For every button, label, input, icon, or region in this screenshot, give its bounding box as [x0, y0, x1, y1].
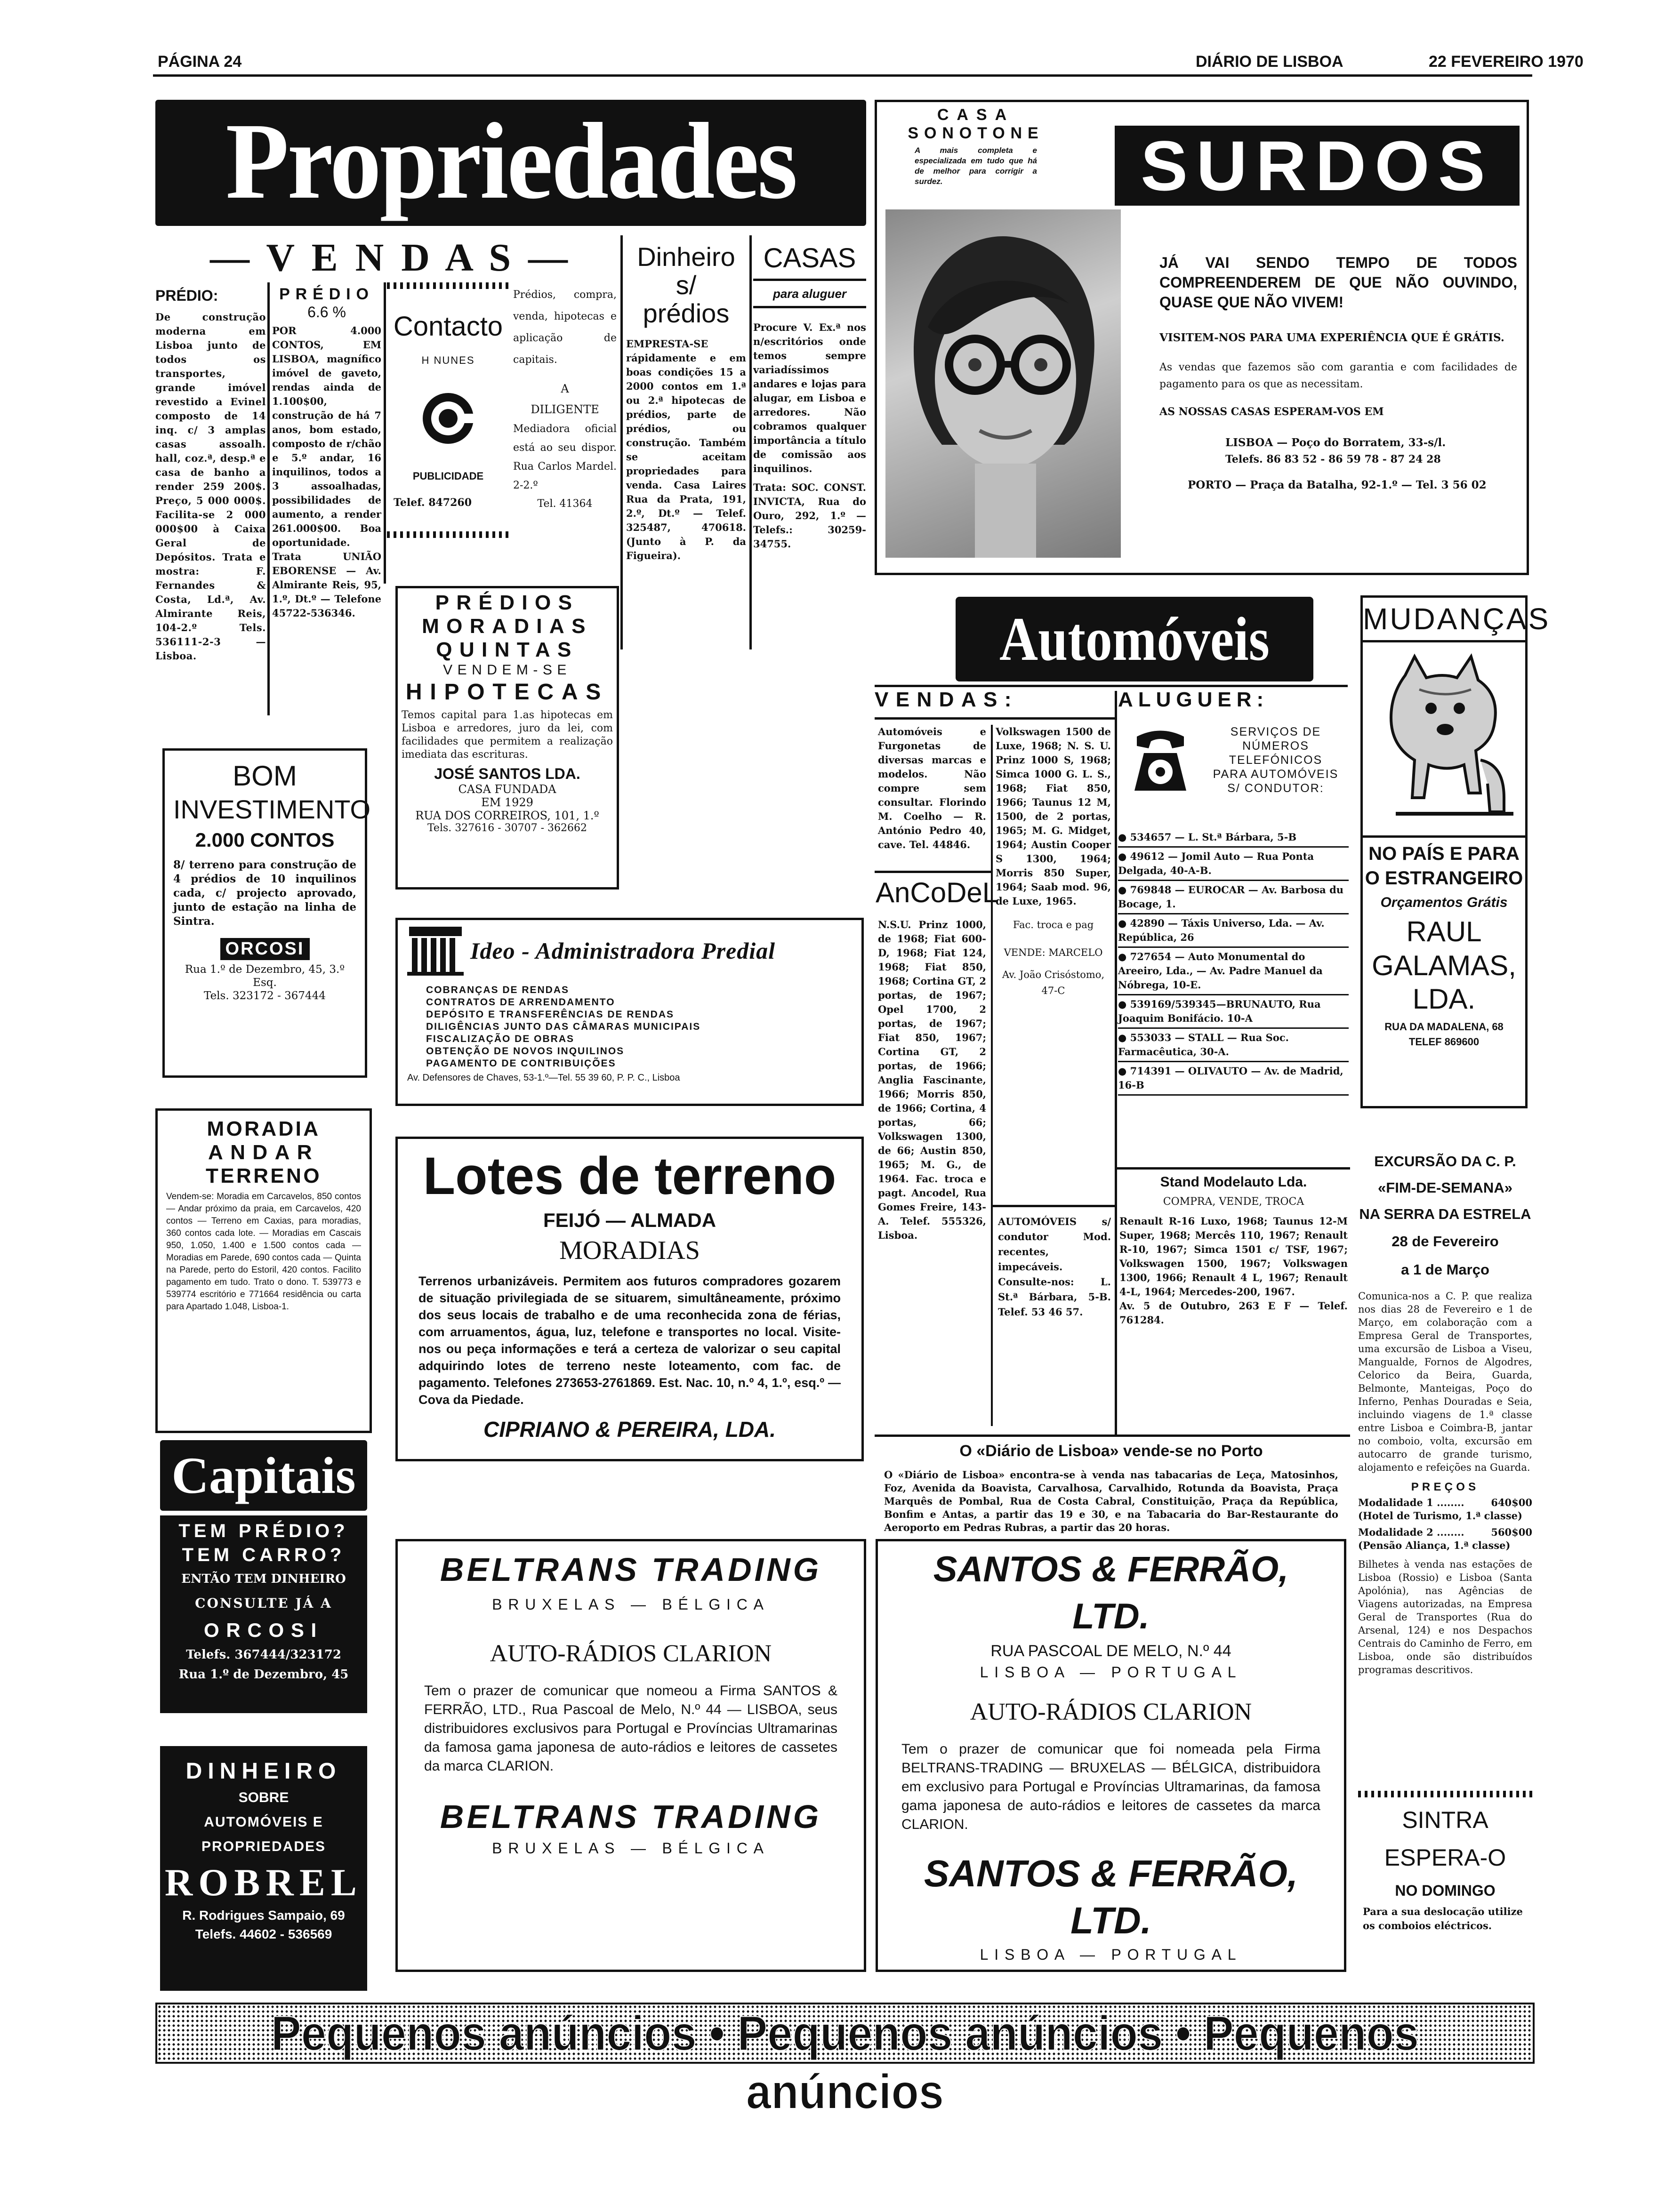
ancodel-title: AnCoDeL [876, 877, 998, 908]
hipotecas-year: EM 1929 [481, 796, 533, 809]
ideo-service-item: CONTRATOS DE ARRENDAMENTO [426, 997, 615, 1008]
divider [749, 235, 752, 649]
robrel-line-5: ROBREL [164, 1861, 363, 1904]
excursao-mod-2-price: 560$00 [1491, 1526, 1532, 1538]
beltrans-clarion: AUTO-RÁDIOS CLARION [490, 1640, 772, 1667]
capitais-line-7: Rua 1.º de Dezembro, 45 [178, 1667, 349, 1682]
excursao-line-4: 28 de Fevereiro [1392, 1233, 1499, 1250]
capitais-line-2: TEM CARRO? [182, 1545, 346, 1565]
vendas-heading: — V E N D A S — [209, 236, 572, 280]
beltrans-title-2: BELTRANS TRADING [440, 1798, 822, 1835]
sintra-line-1: SINTRA ESPERA-O [1384, 1807, 1506, 1871]
surdos-para-3: AS NOSSAS CASAS ESPERAM-VOS EM [1159, 406, 1384, 418]
casas-text: Procure V. Ex.ª nos n/escritórios onde temos sempre variadíssimos andares e lojas para alugar, em Lisboa e arredores. Não cobramos qualquer importância a título de comissão aos inquilinos. [753, 321, 866, 474]
capitais-line-3: ENTÃO TEM DINHEIRO [181, 1572, 346, 1586]
excursao-line-1: EXCURSÃO DA C. P. [1374, 1153, 1516, 1170]
aluguer-item: ● 539169/539345—BRUNAUTO, Rua Joaquim Bonifácio. 10-A [1118, 995, 1349, 1029]
dog-illustration-icon [1363, 642, 1525, 835]
beltrans-title: BELTRANS TRADING [440, 1551, 822, 1588]
auto-vendas-heading: VENDAS: [875, 688, 1019, 711]
mudancas-line-6: RUA DA MADALENA, 68 [1384, 1021, 1504, 1033]
ideo-address: Av. Defensores de Chaves, 53-1.º—Tel. 55 39 60, P. P. C., Lisboa [407, 1073, 680, 1083]
issue-date: 22 FEVEREIRO 1970 [1429, 53, 1584, 71]
dinheiro-ad [626, 243, 746, 657]
santos-ferrao-ad [876, 1539, 1346, 1972]
mudancas-line-7: TELEF 869600 [1408, 1036, 1480, 1048]
capitais-ad [160, 1515, 367, 1713]
robrel-line-2: SOBRE [238, 1790, 289, 1805]
capitais-line-5: ORCOSI [204, 1619, 323, 1641]
ideo-services-list [426, 984, 852, 1070]
mudancas-line-2: O ESTRANGEIRO [1365, 868, 1523, 889]
excursao-mod-1-note: (Hotel de Turismo, 1.ª classe) [1358, 1510, 1522, 1522]
sonotone-line-1: CASA [937, 106, 1015, 124]
auto-col-1: Automóveis e Furgonetas de diversas marcas e modelos. Não compre sem consultar. Florindo M. Coelho — R. António Pedro 40, cave. Tel. 44846. [878, 726, 986, 850]
sintra-ad [1358, 1791, 1532, 1974]
excursao-line-5: a 1 de Março [1401, 1261, 1489, 1278]
excursao-mod-1 [1358, 1497, 1532, 1508]
lotes-text: Terrenos urbanizáveis. Permitem aos futuros compradores gozarem de situação privilegiada de se situarem, simultâneamente, próximo dos seus locais de trabalho e de uma reconhecida zona de férias, com arruamentos, água, luz, telefone e transportes no local. Visite-nos ou peça informações e terá a certeza de valorizar o seu capital adquirindo lotes de terreno neste loteamento, com fac. de pagamento. Telefones 273653-2761869. Est. Nac. 10, n.º 4, 1.º, esq.º — Cova da Piedade. [418, 1274, 841, 1407]
divider [384, 282, 386, 584]
auto-col-4-rule [992, 1205, 1115, 1207]
casas-ad [753, 243, 866, 657]
moradia-line-1: MORADIA [207, 1117, 321, 1140]
capitais-line-4: CONSULTE JÁ A [195, 1595, 332, 1611]
aluguer-item: ● 42890 — Táxis Universo, Lda. — Av. República, 26 [1118, 914, 1349, 948]
moradia-line-2: ANDAR [208, 1141, 319, 1164]
excursao-precos: PREÇOS [1411, 1481, 1480, 1493]
surdos-para-1: VISITEM-NOS PARA UMA EXPERIÊNCIA QUE É GRÁTIS. [1159, 331, 1504, 344]
excursao-tail: Bilhetes à venda nas estações de Lisboa (Rossio) e Lisboa (Santa Apolónia), nas Agências de Viagens autorizadas, na Empresa Geral de Transportes (Rua do Arsenal, 124) e nos Despachos Centrais do Caminho de Ferro, em Lisboa, onde são distribuídos programas descritivos. [1358, 1559, 1532, 1675]
aluguer-item: ● 714391 — OLIVAUTO — Av. de Madrid, 16-B [1118, 1062, 1349, 1096]
excursao-mod-2-note: (Pensão Aliança, 1.ª classe) [1358, 1539, 1511, 1551]
excursao-mod-1-label: Modalidade 1 ........ [1358, 1497, 1464, 1508]
woman-with-glasses-icon [885, 209, 1121, 558]
contacto-logo-icon [420, 390, 476, 447]
newspaper-name: DIÁRIO DE LISBOA [1196, 53, 1343, 71]
hipotecas-line-4: VENDEM-SE [443, 662, 571, 678]
bom-text: 8/ terreno para construção de 4 prédios de 10 inquilinos cada, c/ projecto aprovado, junto de estação na linha de Sintra. [173, 858, 356, 928]
auto-col-2-fac: Fac. troca e pag [1013, 919, 1094, 930]
hipotecas-line-2: MORADIAS [422, 615, 593, 638]
aluguer-item: ● 727654 — Auto Monumental do Areeiro, Lda., — Av. Padre Manuel da Nóbrega, 10-E. [1118, 948, 1349, 995]
hipotecas-text: Temos capital para 1.as hipotecas em Lisboa e arredores, juro da lei, com facilidades que permitem a realização imediata das escrituras. [402, 709, 613, 761]
sintra-line-3: Para a sua deslocação utilize os comboios eléctricos. [1363, 1906, 1523, 1931]
stand-rule [1115, 1167, 1350, 1170]
porto-notice [875, 1440, 1348, 1533]
divider [267, 282, 270, 715]
robrel-line-6: R. Rodrigues Sampaio, 69 [182, 1908, 345, 1923]
woman-photo [885, 209, 1121, 558]
surdos-porto: PORTO — Praça da Batalha, 92-1.º — Tel. 3 56 02 [1188, 479, 1487, 491]
aluguer-list [1118, 828, 1349, 1096]
lotes-subtitle: MORADIAS [559, 1236, 700, 1265]
pequenos-anuncios-text: Pequenos anúncios • Pequenos anúncios • Pequenos anúncios [271, 2006, 1419, 2119]
predio-ad-1 [155, 287, 266, 711]
contacto-name: H NUNES [421, 354, 475, 366]
santos-title-2: SANTOS & FERRÃO, LTD. [924, 1852, 1298, 1941]
excursao-mod-2 [1358, 1526, 1532, 1538]
excursao-line-2: «FIM-DE-SEMANA» [1378, 1179, 1512, 1196]
divider [620, 235, 623, 649]
propriedades-banner [155, 100, 866, 226]
hipotecas-line-3: QUINTAS [436, 638, 579, 661]
beltrans-text: Tem o prazer de comunicar que nomeou a Firma SANTOS & FERRÃO, LTD., Rua Pascoal de Melo, N.º 44 — LISBOA, seus distribuidores exclusivos para Portugal e Províncias Ultramarinas da famosa gama japonesa de auto-rádios e leitores de cassetes da marca CLARION. [424, 1683, 837, 1774]
capitais-line-1: TEM PRÉDIO? [178, 1521, 349, 1541]
predios-compra-agency: A DILIGENTE [531, 382, 599, 416]
mudancas-body [1363, 835, 1525, 1050]
hipotecas-line-1: PRÉDIOS [435, 591, 579, 614]
page-number: PÁGINA 24 [158, 53, 242, 71]
sonotone-text: A mais completa e especializada em tudo que há de melhor para corrigir a surdez. [915, 146, 1037, 186]
bom-line-1: BOM [233, 760, 297, 792]
santos-city-2: LISBOA — PORTUGAL [980, 1946, 1242, 1963]
santos-address: RUA PASCOAL DE MELO, N.º 44 [990, 1642, 1231, 1660]
predio-2-text: POR 4.000 CONTOS, EM LISBOA, magnífico imóvel de gaveto, rendas ainda de 1.100$00, construção de há 7 anos, bom estado, composto de r/chão e 5.º andar, 16 inquilinos, todos a 3 assoalhadas, possibilidades de aumento, a render 261.000$00. Boa oportunidade. Trata UNIÃO EBORENSE — Av. Almirante Reis, 95, 1.º, Dt.º — Telefone 45722-536346. [272, 325, 381, 619]
contacto-title: Contacto [393, 311, 503, 342]
porto-rule [875, 1435, 1350, 1437]
surdos-text [1159, 253, 1517, 573]
stand-title: Stand Modelauto Lda. [1160, 1174, 1307, 1190]
auto-col-4: AUTOMÓVEIS s/ condutor Mod. recentes, impecáveis. Consulte-nos: L. St.ª Bárbara, 5-B. Telef. 53 46 57. [998, 1216, 1111, 1318]
dinheiro-text: EMPRESTA-SE rápidamente e em boas condições 15 a 2000 contos em 1.ª ou 2.ª hipotecas de prédios, parte de prédios, ou construção. Também se aceitam propriedades para venda. Casa Laires Rua da Prata, 191, 2.º, Dt.º — Telef. 325487, 470618. (Junto à P. da Figueira). [626, 338, 746, 561]
ideo-service-item: COBRANÇAS DE RENDAS [426, 985, 570, 995]
surdos-title: SURDOS [1141, 126, 1494, 205]
predios-compra-text-2: Mediadora oficial está ao seu dispor. Rua Carlos Mardel. 2-2.º [513, 423, 617, 491]
excursao-line-3: NA SERRA DA ESTRELA [1359, 1206, 1531, 1222]
robrel-line-3: AUTOMÓVEIS E [204, 1814, 323, 1830]
casas-trata: Trata: SOC. CONST. INVICTA, Rua do Ouro, 292, 1.º — Telefs.: 30259-34755. [753, 481, 866, 550]
santos-city: LISBOA — PORTUGAL [980, 1664, 1242, 1681]
predios-compra-text: Prédios, compra, venda, hipotecas e aplicação de capitais. [513, 289, 617, 366]
ideo-service-item: OBTENÇÃO DE NOVOS INQUILINOS [426, 1046, 625, 1057]
robrel-ad [160, 1746, 367, 1991]
auto-col-2-vende: VENDE: MARCELO [1004, 947, 1103, 958]
bom-investimento-ad [162, 748, 371, 1078]
surdos-para-2: As vendas que fazemos são com garantia e com facilidades de pagamento para os que as necessitam. [1159, 361, 1517, 390]
hipotecas-tel: Tels. 327616 - 30707 - 362662 [427, 822, 587, 834]
predios-compra-tel: Tel. 41364 [537, 498, 593, 510]
predio-2-percent: 6.6 % [307, 304, 346, 321]
header-rule [153, 74, 1532, 77]
robrel-line-1: DINHEIRO [185, 1759, 342, 1784]
sonotone-header [905, 106, 1046, 209]
hipotecas-address: RUA DOS CORREIROS, 101, 1.º [415, 809, 599, 822]
hipotecas-ad [395, 586, 619, 890]
auto-col-2-addr: Av. João Crisóstomo, 47-C [1002, 969, 1105, 996]
moradia-text: Vendem-se: Moradia em Carcavelos, 850 contos — Andar próximo da praia, em Carcavelos, 420 contos — Terreno em Caxias, para moradias, 360 contos cada lote. — Moradias em Cascais 950, 1.050, 1.400 e 1.500 contos cada — Moradias em Parede, 690 contos cada — Quinta na Parede, perto do Estoril, 420 contos. Facilito pagamento em tudo. Trato o dono. T. 539773 e 539774 escritório e 771664 residência ou carta para Apartado 1.048, Lisboa-1. [166, 1192, 361, 1312]
ideo-header [407, 925, 852, 977]
auto-top-rule [875, 685, 1348, 687]
ideo-service-item: DEPÓSITO E TRANSFERÊNCIAS DE RENDAS [426, 1009, 675, 1020]
beltrans-ad [395, 1539, 866, 1972]
bom-address: Rua 1.º de Dezembro, 45, 3.º Esq. [185, 963, 345, 989]
auto-col-divider [991, 725, 993, 1426]
capitais-line-6: Telefs. 367444/323172 [186, 1648, 341, 1662]
auto-col-2-wrap [996, 725, 1111, 999]
santos-title: SANTOS & FERRÃO, LTD. [933, 1549, 1289, 1636]
stand-subtitle: COMPRA, VENDE, TROCA [1163, 1196, 1304, 1208]
sintra-line-2: NO DOMINGO [1395, 1882, 1496, 1899]
lotes-title: Lotes de terreno [423, 1146, 837, 1205]
contacto-tel: Telef. 847260 [394, 497, 472, 509]
bom-line-2: INVESTIMENTO [173, 794, 371, 824]
santos-text: Tem o prazer de comunicar que foi nomeada pela Firma BELTRANS-TRADING — BRUXELAS — BÉLGICA, distribuidora em exclusivo para Portugal e Províncias Ultramarinas, da famosa gama japonesa de auto-rádios e leitores de cassetes da marca CLARION. [901, 1741, 1320, 1832]
auto-aluguer-heading: ALUGUER: [1118, 688, 1269, 711]
hipotecas-firm: JOSÉ SANTOS LDA. [434, 765, 580, 782]
capitais-banner [160, 1440, 367, 1511]
lotes-place: FEIJÓ — ALMADA [543, 1209, 716, 1231]
surdos-headline: JÁ VAI SENDO TEMPO DE TODOS COMPREENDEREM DE QUE NÃO OUVINDO, QUASE QUE NÃO VIVEM! [1159, 254, 1517, 311]
ideo-service-item: DILIGÊNCIAS JUNTO DAS CÂMARAS MUNICIPAIS [426, 1021, 701, 1032]
automoveis-title: Automóveis [999, 604, 1270, 673]
sonotone-line-2: SONOTONE [908, 124, 1044, 142]
wave-border [1358, 1791, 1532, 1797]
automoveis-banner [956, 597, 1313, 681]
aluguer-item: ● 769848 — EUROCAR — Av. Barbosa du Bocage, 1. [1118, 881, 1349, 914]
moradia-line-3: TERRENO [206, 1164, 322, 1187]
mudancas-line-4: RAUL GALAMAS, [1372, 916, 1516, 981]
predio-ad-2 [272, 285, 381, 718]
auto-col-2: Volkswagen 1500 de Luxe, 1968; N. S. U. Prinz 1000 S, 1968; Simca 1000 G. L. S., 1968; Fiat 850, 1966; Taunus 12 M, 1500, de 2 portas, 1965; M. G. Midget, 1964; Austin Cooper S 1300, 1964; Morris 850 Super, 1964; Saab mod. 96, de Luxe, 1965. [996, 726, 1111, 907]
stand-address: Av. 5 de Outubro, 263 E F — Telef. 761284. [1119, 1300, 1348, 1326]
predio-1-text: De construção moderna em Lisboa junto de todos os transportes, grande imóvel revestido a Evinel composto de 14 inq. c/ 3 amplas casas assoalh. hall, coz.ª, desp.ª e casa de banho a render 259 200$. Preço, 5 000 000$. Facilita-se 2 000 000$00 à Caixa Geral de Depósitos. Trata e mostra: F. Fernandes & Costa, Ld.ª, Av. Almirante Reis, 104-2.º Tels. 536111-2-3 — Lisboa. [155, 311, 266, 662]
aluguer-item: ● 534657 — L. St.ª Bárbara, 5-B [1118, 828, 1349, 848]
moradia-ad [155, 1108, 372, 1433]
propriedades-title: Propriedades [225, 101, 796, 222]
contacto-ad [387, 282, 509, 574]
dinheiro-title: Dinheiro s/ prédios [637, 242, 735, 328]
bom-brand: ORCOSI [220, 938, 310, 960]
sonotone-ad [875, 100, 1529, 575]
aluguer-head: SERVIÇOS DE NÚMEROS TELEFÓNICOS PARA AUTOMÓVEIS S/ CONDUTOR: [1213, 725, 1339, 795]
surdos-tel: Telefs. 86 83 52 - 86 59 78 - 87 24 28 [1225, 453, 1441, 465]
capitais-title: Capitais [171, 1447, 356, 1504]
surdos-lisboa: LISBOA — Poço do Borratem, 33-s/l. [1225, 436, 1446, 449]
auto-ancodel-rule [875, 871, 991, 873]
pequenos-anuncios-banner [155, 2003, 1535, 2119]
wave-border [387, 531, 509, 538]
mudancas-line-1: NO PAÍS E PARA [1368, 843, 1520, 864]
ideo-ad [395, 918, 864, 1106]
bom-tel: Tels. 323172 - 367444 [204, 990, 326, 1002]
excursao-mod-2-label: Modalidade 2 ........ [1358, 1526, 1464, 1538]
lotes-firm: CIPRIANO & PEREIRA, LDA. [483, 1417, 776, 1442]
casas-subtitle: para aluguer [753, 287, 866, 308]
predios-compra-ad [513, 284, 617, 567]
predio-1-heading: PRÉDIO: [155, 287, 218, 304]
mudancas-title: MUDANÇAS [1363, 598, 1525, 642]
beltrans-city-2: BRUXELAS — BÉLGICA [492, 1840, 770, 1857]
mudancas-ad [1360, 595, 1551, 1108]
auto-col-3: N.S.U. Prinz 1000, de 1968; Fiat 600-D, 1968; Fiat 124, 1968; Fiat 850, 1968; Cortina GT, 2 portas, de 1967; Opel 1700, 2 portas, de 1967; Fiat 850, 1967; Cortina GT, 2 portas, de 1966; Anglia Fascinante, 1966; Morris 850, de 1966; Cortina, 4 portas, 66; Volkswagen 1300, de 66; Austin 850, 1965; M. G., de 1964. Fac. troca e pagt. Ancodel, Rua Gomes Freire, 143-A. Telef. 555326, Lisboa. [878, 919, 986, 1241]
predio-2-heading: PRÉDIO [279, 285, 374, 303]
robrel-line-4: PROPRIEDADES [201, 1839, 326, 1854]
beltrans-city: BRUXELAS — BÉLGICA [492, 1596, 770, 1613]
porto-title: O «Diário de Lisboa» vende-se no Porto [959, 1442, 1263, 1460]
robrel-line-7: Telefs. 44602 - 536569 [195, 1927, 332, 1941]
wave-border [387, 282, 509, 289]
auto-rule-2 [875, 717, 1115, 720]
surdos-banner [1115, 126, 1520, 206]
stand-ad [1119, 1172, 1348, 1327]
casas-title: CASAS [753, 243, 866, 281]
lotes-ad [395, 1137, 864, 1461]
hipotecas-line-5: HIPOTECAS [405, 680, 609, 705]
stand-text: Renault R-16 Luxo, 1968; Taunus 12-M Super, 1968; Mercês 110, 1967; Renault R-10, 1967; Simca 1501 c/ TSF, 1967; Volkswagen 1500, 1967; Volkswagen 1300, 1966; Renault 4 L, 1967; Renault 4-L, 1964; Mercedes-200, 1967. [1119, 1215, 1348, 1298]
mudancas-line-5: LDA. [1412, 983, 1476, 1015]
hipotecas-founded: CASA FUNDADA [458, 783, 556, 796]
santos-clarion: AUTO-RÁDIOS CLARION [970, 1699, 1252, 1725]
building-logo-icon [407, 925, 464, 977]
contacto-agency: PUBLICIDADE [412, 470, 484, 482]
ideo-title: Ideo - Administradora Predial [470, 938, 776, 964]
porto-text: O «Diário de Lisboa» encontra-se à venda nas tabacarias de Leça, Matosinhos, Foz, Avenida da Boavista, Carvalhosa, Carvalhido, Rotunda da Boavista, Praça Marquês de Pombal, Rua de Costa Cabral, Constituição, Praça da República, Bonfim e Antas, a partir das 19 e 30, e na Tabacaria do Bar-Restaurante do Aeroporto em Pedras Rubras, a partir das 20 horas. [884, 1469, 1338, 1533]
ideo-service-item: FISCALIZAÇÃO DE OBRAS [426, 1034, 574, 1044]
excursao-text: Comunica-nos a C. P. que realiza nos dias 28 de Fevereiro e 1 de Março, em colaboração com a Empresa Geral de Transportes, uma excursão de Lisboa a Viseu, Mangualde, Fornos de Algodres, Celorico da Beira, Guarda, Belmonte, Manteigas, Poço do Inferno, Penhas Douradas e Seia, incluindo viagens de 1.ª classe entre Lisboa e Coimbra-B, jantar no comboio, volta, excursão em autocarro de grande turismo, alojamento e refeições na Guarda. [1358, 1290, 1532, 1473]
bom-line-3: 2.000 CONTOS [195, 829, 335, 851]
telephone-icon [1127, 727, 1193, 798]
auto-vert-rule [1115, 691, 1117, 1435]
aluguer-item: ● 49612 — Jomil Auto — Rua Ponta Delgada, 40-A-B. [1118, 848, 1349, 881]
mudancas-line-3: Orçamentos Grátis [1380, 895, 1508, 910]
excursao-mod-1-price: 640$00 [1491, 1497, 1532, 1508]
aluguer-item: ● 553033 — STALL — Rua Soc. Farmacêutica, 30-A. [1118, 1029, 1349, 1062]
ideo-service-item: PAGAMENTO DE CONTRIBUIÇÕES [426, 1058, 616, 1069]
